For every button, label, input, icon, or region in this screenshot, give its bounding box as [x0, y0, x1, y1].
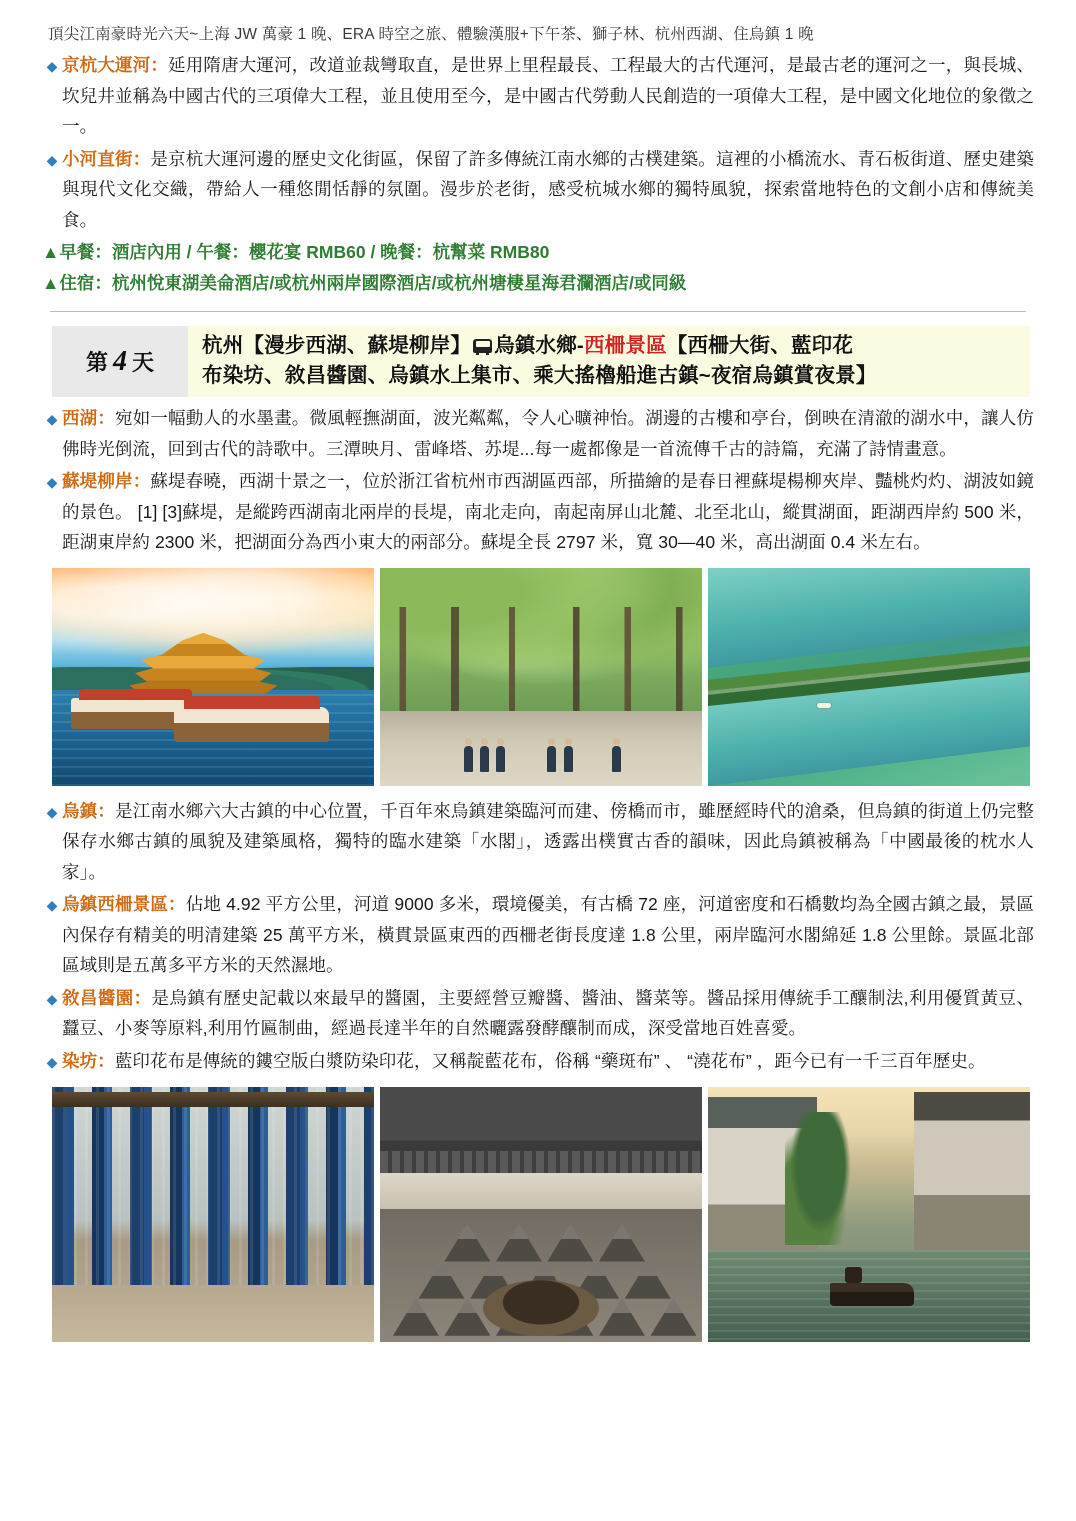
- list-item-lead: 西湖：: [62, 408, 116, 428]
- list-item-body: [62, 403, 1034, 464]
- day-title: [188, 326, 1030, 397]
- list-item-text: 蘇堤春曉，西湖十景之一，位於浙江省杭州市西湖區西部，所描繪的是春日裡蘇堤楊柳夾岸、豔桃灼灼、湖波如鏡的景色。 [1] [3]蘇堤，是縱跨西湖南北兩岸的長堤，南北走向，南起南屏山北麓、北至北山，縱貫湖面，距湖西岸約 500 米，距湖東岸約 2300 米，把湖面分為西小東大的兩部分。蘇堤全長 2797 米，寬 30—40 米，高出湖面 0.4 米左右。: [62, 471, 1035, 552]
- list-item-text: 是江南水鄉六大古鎮的中心位置，千百年來烏鎮建築臨河而建、傍橋而市，雖歷經時代的滄桑，但烏鎮的街道上仍完整保存水鄉古鎮的風貌及建築風格，獨特的臨水建築「水閣」，透露出樸實古香的韻味，因此烏鎮被稱為「中國最後的枕水人家」。: [62, 800, 1034, 882]
- list-item-body: [62, 144, 1034, 236]
- diamond-bullet-icon: ◆: [46, 474, 58, 490]
- list-item-body: [62, 796, 1034, 888]
- diamond-bullet-icon: ◆: [46, 151, 58, 168]
- image-gallery-west-lake: [52, 568, 1030, 786]
- day-number: 4: [113, 345, 127, 377]
- day-banner: [52, 326, 1030, 397]
- day-title-part1: 杭州【漫步西湖、蘇堤柳岸】: [202, 334, 472, 357]
- list-item: [42, 796, 1034, 888]
- list-item-lead: 敘昌醬園：: [62, 987, 152, 1008]
- photo-water-town-canal: [708, 1087, 1030, 1342]
- list-item: [42, 983, 1034, 1044]
- day-chip: [52, 326, 188, 397]
- diamond-bullet-icon: ◆: [46, 58, 58, 74]
- train-icon: [473, 339, 492, 353]
- diamond-bullet-icon: ◆: [46, 990, 58, 1007]
- list-item-text: 宛如一幅動人的水墨畫。微風輕撫湖面，波光粼粼，令人心曠神怡。湖邊的古樓和亭台，倒映在清澈的湖水中，讓人仿佛時光倒流，回到古代的詩歌中。三潭映月、雷峰塔、苏堤...每一處都像是一首流傳千古的詩篇，充滿了詩情畫意。: [62, 408, 1034, 459]
- day-label-prefix: 第: [85, 350, 108, 375]
- list-item-text: 是京杭大運河邊的歷史文化街區，保留了許多傳統江南水鄉的古樸建築。這裡的小橋流水、青石板街道、歷史建築與現代文化交織，帶給人一種悠閒恬靜的氛圍。漫步於老街，感受杭城水鄉的獨特風貌，探索當地特色的文創小店和傳統美食。: [62, 148, 1035, 230]
- list-item-text: 藍印花布是傳統的鏤空版白漿防染印花，又稱靛藍花布，俗稱 “藥斑布” 、 “澆花布” ，距今已有一千三百年歷史。: [114, 1050, 986, 1071]
- list-item-lead: 小河直街：: [62, 148, 151, 169]
- list-item: [42, 403, 1034, 464]
- day-title-highlight: 西柵景區: [583, 334, 667, 357]
- list-item: [42, 50, 1034, 142]
- meal-line: ▲早餐：酒店內用 / 午餐：櫻花宴 RMB60 / 晚餐：杭幫菜 RMB80: [42, 242, 550, 262]
- list-item: [42, 1046, 1034, 1077]
- stay-line: ▲住宿：杭州悅東湖美侖酒店/或杭州兩岸國際酒店/或杭州塘棲星海君瀾酒店/或同級: [42, 273, 687, 293]
- diamond-bullet-icon: ◆: [46, 803, 58, 820]
- list-item-body: [62, 889, 1034, 981]
- day-title-line2: 布染坊、敘昌醬園、烏鎮水上集市、乘大搖櫓船進古鎮~夜宿烏鎮賞夜景】: [202, 364, 877, 387]
- list-item-lead: 染坊：: [62, 1050, 115, 1071]
- document-header: 頂尖江南豪時光六天~上海 JW 萬豪 1 晚、ERA 時空之旅、體驗漢服+下午茶、獅子林、杭州西湖、住烏鎮 1 晚: [48, 26, 814, 43]
- list-item-body: [62, 50, 1034, 142]
- photo-indigo-dye-cloth: [52, 1087, 374, 1342]
- day-title-part3: 【西柵大街、藍印花: [666, 334, 854, 357]
- diamond-bullet-icon: ◆: [46, 411, 58, 427]
- image-gallery-wuzhen: [52, 1087, 1030, 1342]
- list-item-text: 是烏鎮有歷史記載以來最早的醬園，主要經營豆瓣醬、醬油、醬菜等。醬品採用傳統手工釀制法,利用優質黃豆、蠶豆、小麥等原料,利用竹匾制曲，經過長達半年的自然曬露發酵釀制而成，深受當地百姓喜愛。: [62, 987, 1035, 1038]
- section-divider: [50, 311, 1026, 312]
- list-item-lead: 烏鎮：: [62, 800, 116, 821]
- list-item: [42, 466, 1034, 558]
- day-label-suffix: 天: [132, 350, 155, 375]
- list-item-body: [62, 1046, 1034, 1077]
- list-item: [42, 144, 1034, 236]
- list-item-text: 延用隋唐大運河，改道並裁彎取直，是世界上里程最長、工程最大的古代運河，是最古老的運河之一，與長城、坎兒井並稱為中國古代的三項偉大工程，並且使用至今，是中國古代勞動人民創造的一項偉大工程，是中國文化地位的象徵之一。: [62, 55, 1034, 136]
- list-item-text: 佔地 4.92 平方公里，河道 9000 多米，環境優美，有古橋 72 座，河道密度和石橋數均為全國古鎮之最，景區內保存有精美的明清建築 25 萬平方米，橫貫景區東西的西柵老街長度達 1.8 公里，兩岸臨河水閣綿延 1.8 公里餘。景區北部區域則是五萬多平方米的天然濕地。: [62, 894, 1035, 975]
- day-title-part2: 烏鎮水鄉-: [494, 334, 584, 357]
- list-item-lead: 蘇堤柳岸：: [62, 471, 151, 491]
- photo-soy-sauce-jars: [380, 1087, 702, 1342]
- list-item: [42, 889, 1034, 981]
- photo-su-causeway-willows: [380, 568, 702, 786]
- diamond-bullet-icon: ◆: [46, 1053, 58, 1070]
- list-item-lead: 烏鎮西柵景區：: [62, 894, 186, 914]
- list-item-lead: 京杭大運河：: [62, 55, 169, 75]
- diamond-bullet-icon: ◆: [46, 897, 58, 913]
- list-item-body: [62, 983, 1034, 1044]
- photo-west-lake-sunset: [52, 568, 374, 786]
- list-item-body: [62, 466, 1034, 558]
- photo-causeway-aerial: [708, 568, 1030, 786]
